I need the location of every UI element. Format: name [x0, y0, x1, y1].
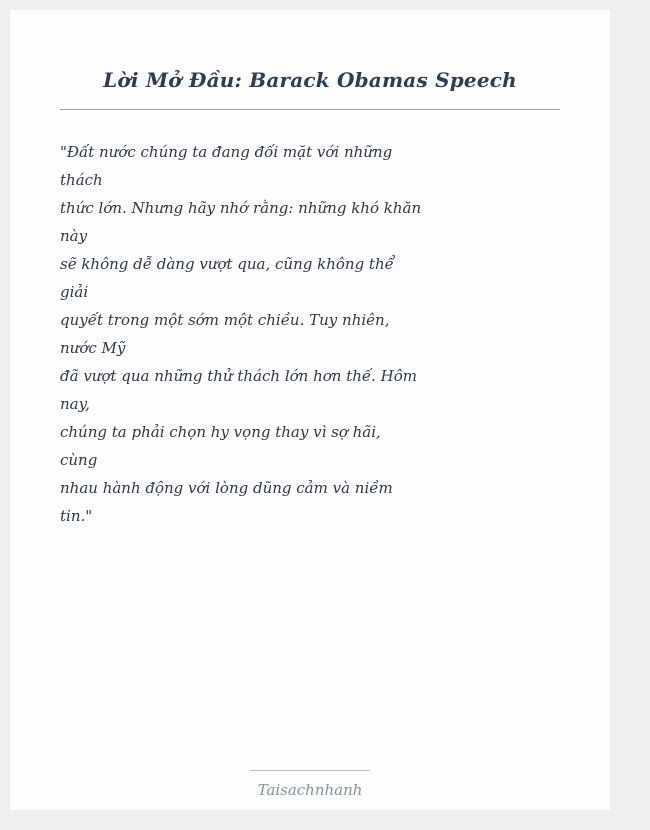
quote-line: thức lớn. Nhưng hãy nhớ rằng: những khó khăn — [60, 199, 422, 217]
quote-line: giải — [60, 283, 89, 301]
quote-line: nay, — [60, 395, 90, 413]
title-divider — [60, 109, 560, 110]
quote-line: đã vượt qua những thử thách lớn hơn thế. Hôm — [60, 367, 418, 385]
quote-line: sẽ không dễ dàng vượt qua, cũng không thể — [60, 255, 394, 273]
page-title: Lời Mở Đầu: Barack Obamas Speech — [103, 68, 517, 92]
quote-line: nhau hành động với lòng dũng cảm và niềm — [60, 479, 393, 497]
quote-line: này — [60, 227, 88, 245]
quote-line: nước Mỹ — [60, 339, 126, 357]
quote-line: thách — [60, 171, 103, 189]
quote-line: cùng — [60, 451, 98, 469]
quote-line: chúng ta phải chọn hy vọng thay vì sợ hãi, — [60, 423, 381, 441]
quote-line: "Đất nước chúng ta đang đối mặt với những — [60, 143, 393, 161]
quote-line: tin." — [60, 507, 93, 525]
document-page — [10, 10, 610, 810]
quote-line: quyết trong một sớm một chiều. Tuy nhiên, — [60, 311, 390, 329]
footer-divider — [250, 770, 370, 771]
footer-brand: Taisachnhanh — [257, 781, 363, 799]
speech-quote — [60, 138, 422, 530]
